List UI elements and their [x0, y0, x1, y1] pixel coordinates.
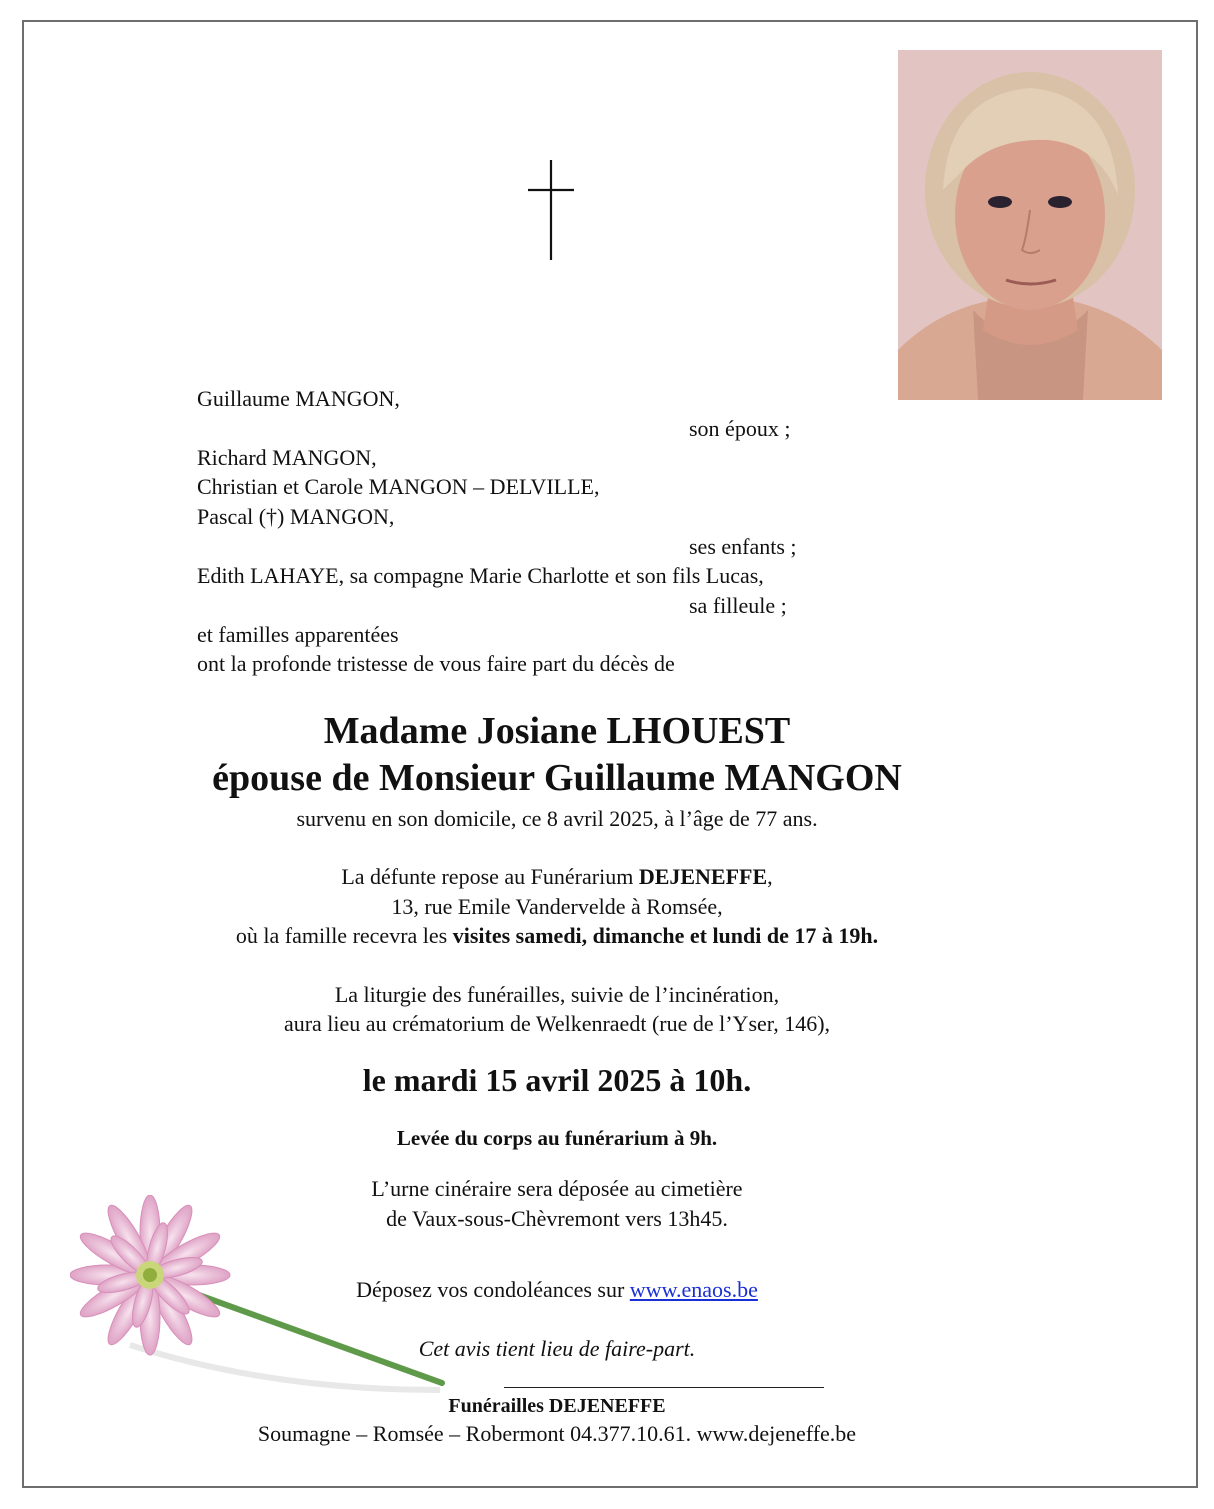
liturgy-location: aura lieu au crématorium de Welkenraedt (rue de l’Yser, 146), — [283, 1011, 831, 1036]
family-goddaughter: Edith LAHAYE, sa compagne Marie Charlotte et son fils Lucas, — [197, 563, 764, 588]
family-child: Christian et Carole MANGON – DELVILLE, — [197, 474, 600, 499]
announcement-line: ont la profonde tristesse de vous faire part du décès de — [197, 651, 675, 676]
family-role-children: ses enfants ; — [689, 534, 797, 559]
visits-text: où la famille recevra les — [235, 923, 453, 948]
urn-line: L’urne cinéraire sera déposée au cimetière — [371, 1176, 743, 1201]
family-role-goddaughter: sa filleule ; — [689, 593, 787, 618]
urn-location: de Vaux-sous-Chèvremont vers 13h45. — [386, 1206, 728, 1231]
notice-line: Cet avis tient lieu de faire-part. — [418, 1336, 696, 1361]
rest-address: 13, rue Emile Vandervelde à Romsée, — [391, 894, 723, 919]
footer-divider — [504, 1387, 824, 1388]
family-relatives: et familles apparentées — [197, 622, 399, 647]
visits-hours: visites samedi, dimanche et lundi de 17 à 19h. — [452, 923, 879, 948]
cross-icon — [528, 160, 574, 260]
family-child: Pascal (†) MANGON, — [197, 504, 395, 529]
funeral-home-name: DEJENEFFE — [638, 864, 768, 889]
deceased-details: survenu en son domicile, ce 8 avril 2025, à l’âge de 77 ans. — [296, 806, 818, 831]
family-spouse-name: Guillaume MANGON, — [197, 386, 400, 411]
visits-line — [0, 921, 1164, 950]
levee-line: Levée du corps au funérarium à 9h. — [396, 1126, 718, 1150]
footer-company: Funérailles DEJENEFFE — [448, 1395, 666, 1417]
condolences-text: Déposez vos condoléances sur — [356, 1277, 630, 1302]
liturgy-line: La liturgie des funérailles, suivie de l’incinération, — [334, 982, 780, 1007]
ceremony-date: le mardi 15 avril 2025 à 10h. — [362, 1062, 752, 1098]
flower-icon — [70, 1195, 460, 1415]
portrait-photo — [898, 50, 1162, 400]
rest-text: , — [767, 864, 773, 889]
rest-location-line — [0, 862, 1164, 891]
rest-text: La défunte repose au Funérarium — [341, 864, 639, 889]
condolences-link[interactable]: www.enaos.be — [629, 1277, 758, 1302]
footer-contact: Soumagne – Romsée – Robermont 04.377.10.61. www.dejeneffe.be — [257, 1421, 857, 1446]
family-role-spouse: son époux ; — [689, 416, 791, 441]
family-child: Richard MANGON, — [197, 445, 377, 470]
deceased-name: Madame Josiane LHOUEST — [323, 710, 791, 752]
deceased-spouse: épouse de Monsieur Guillaume MANGON — [212, 757, 902, 799]
